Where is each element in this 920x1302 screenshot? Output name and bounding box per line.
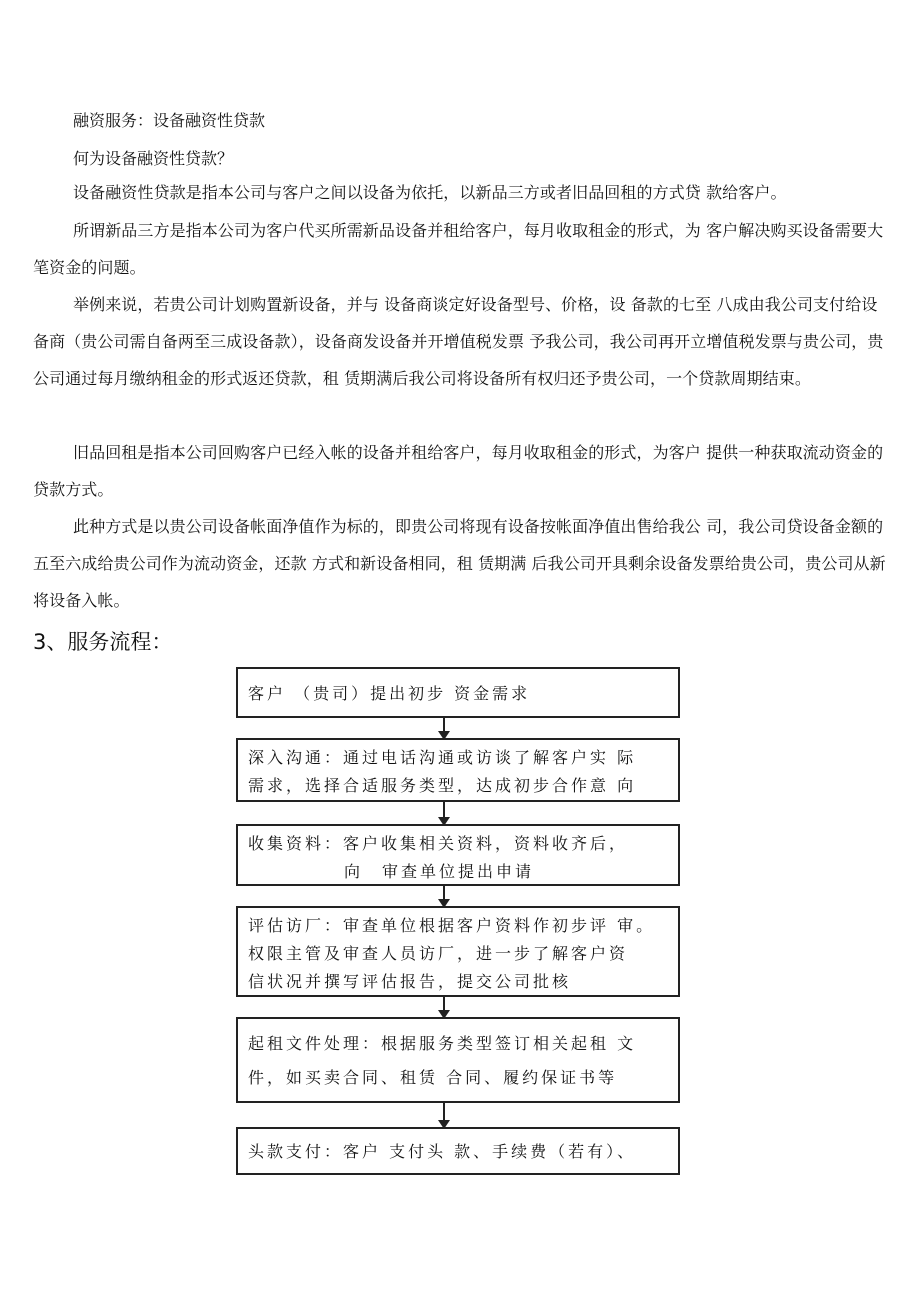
flow-step-assessment-line1: 评估访厂：审查单位根据客户资料作初步评 审。 (248, 916, 656, 935)
example-paragraph: 举例来说，若贵公司计划购置新设备，并与 设备商谈定好设备型号、价格，设 备款的七至 八成由我公司支付给设备商（贵公司需自备两至三成设备款），设备商发设备并开增值税发票 予我公司，我公司再开立增值税发票与贵公司，贵公司通过每月缴纳租金的形式返还贷款，租 赁期满后我公司将设备所有权归还予贵公司，一个贷款周期结束。 (33, 295, 884, 388)
flow-step-assessment-line3: 信状况并撰写评估报告，提交公司批核 (248, 972, 572, 991)
flow-step-assessment (236, 906, 680, 997)
flow-arrow-4 (443, 997, 445, 1017)
flow-step-down-payment (236, 1127, 680, 1175)
flow-step-documents-line1: 收集资料：客户收集相关资料，资料收齐后， (248, 834, 629, 853)
flow-arrow-2 (443, 802, 445, 824)
flow-step-documents (236, 824, 680, 886)
leaseback-detail-paragraph: 此种方式是以贵公司设备帐面净值作为标的，即贵公司将现有设备按帐面净值出售给我公 司，我公司贷设备金额的五至六成给贵公司作为流动资金，还款 方式和新设备相同，租 赁期满 后我公司开具剩余设备发票给贵公司，贵公司从新将设备入帐。 (33, 517, 886, 610)
question-line: 何为设备融资性贷款？ (73, 149, 234, 168)
intro-title: 融资服务：设备融资性贷款 (73, 111, 266, 130)
flow-step-communication-line2: 需求，选择合适服务类型，达成初步合作意 向 (248, 776, 637, 795)
flow-step-communication (236, 738, 680, 802)
flow-step-lease-documents-line2: 件，如买卖合同、租赁 合同、履约保证书等 (248, 1068, 618, 1087)
new-three-party-paragraph: 所谓新品三方是指本公司为客户代买所需新品设备并租给客户，每月收取租金的形式，为 客户解决购买设备需要大笔资金的问题。 (33, 221, 884, 277)
flow-step-communication-line1: 深入沟通：通过电话沟通或访谈了解客户实 际 (248, 748, 637, 767)
section-heading: 3、服务流程： (33, 630, 173, 654)
flow-arrow-1 (443, 718, 445, 738)
flow-arrow-3 (443, 886, 445, 906)
flow-step-request (236, 667, 680, 718)
flow-arrow-5 (443, 1103, 445, 1127)
flow-step-documents-line2: 向 审查单位提出申请 (344, 862, 535, 881)
definition-paragraph: 设备融资性贷款是指本公司与客户之间以设备为依托，以新品三方或者旧品回租的方式贷 款给客户。 (73, 183, 787, 202)
flow-step-assessment-line2: 权限主管及审查人员访厂，进一步了解客户资 (248, 944, 629, 963)
leaseback-paragraph: 旧品回租是指本公司回购客户已经入帐的设备并租给客户，每月收取租金的形式，为客户 提供一种获取流动资金的贷款方式。 (33, 443, 884, 499)
flow-step-request-text: 客户 （贵司）提出初步 资金需求 (248, 684, 531, 703)
flow-step-lease-documents-line1: 起租文件处理：根据服务类型签订相关起租 文 (248, 1034, 637, 1053)
flow-step-lease-documents (236, 1017, 680, 1103)
flow-step-down-payment-text: 头款支付：客户 支付头 款、手续费（若有）、 (248, 1142, 637, 1161)
